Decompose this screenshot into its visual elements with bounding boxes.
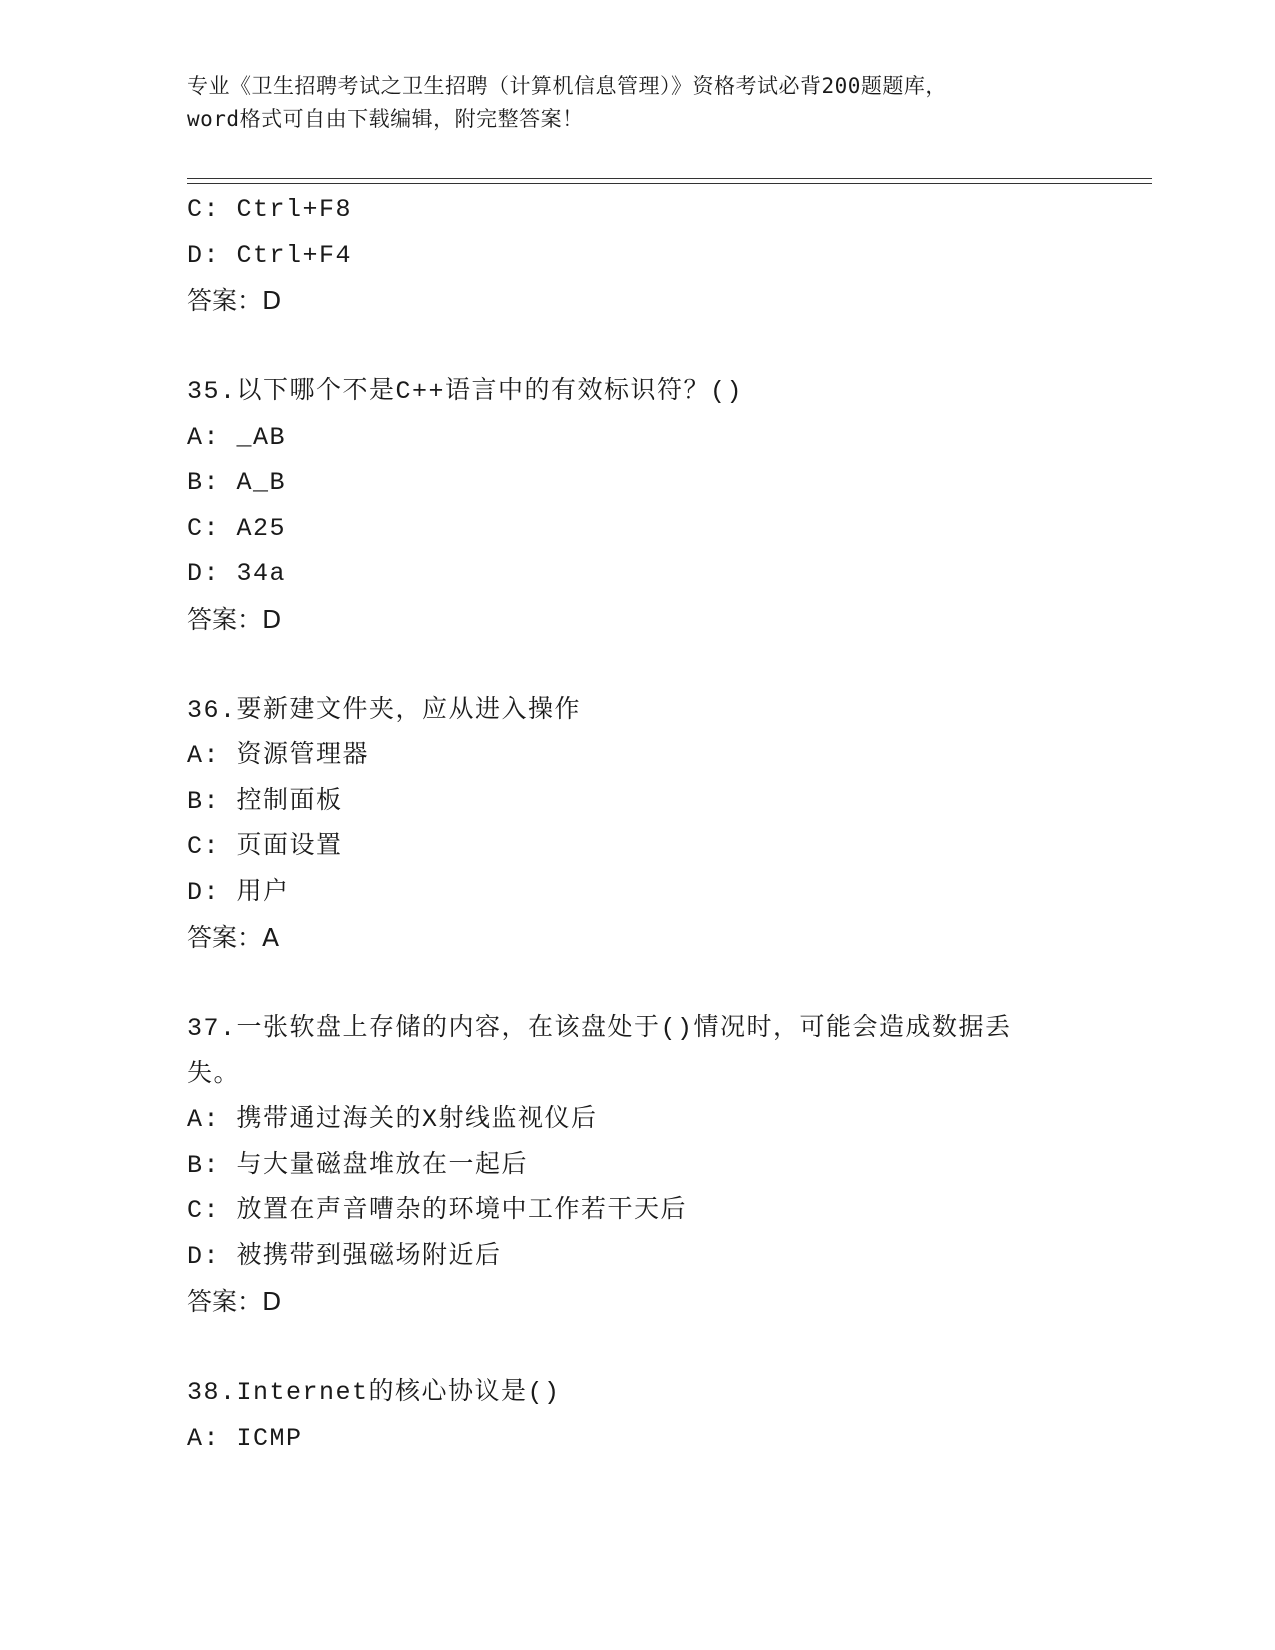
answer: 答案：D [187,604,282,634]
answer: 答案：A [187,923,280,952]
question-37 [187,1006,1087,1325]
header-line-1: 专业《卫生招聘考试之卫生招聘（计算机信息管理）》资格考试必背200题题库， [187,74,947,98]
option-c: C: Ctrl+F8 [187,195,353,224]
option-b: B: A_B [187,468,287,497]
question-list [187,187,1087,1461]
option-c: C: 放置在声音嘈杂的环境中工作若干天后 [187,1196,688,1225]
question-38 [187,1370,1087,1461]
answer: 答案：D [187,286,282,315]
question-36 [187,688,1087,961]
question-35 [187,369,1087,642]
option-d: D: 被携带到强磁场附近后 [187,1241,502,1271]
question-text: 36.要新建文件夹，应从进入操作 [187,695,582,725]
question-34-tail [187,187,1087,324]
option-b: B: 控制面板 [187,786,343,816]
question-text-line-1: 37.一张软盘上存储的内容，在该盘处于()情况时，可能会造成数据丢 [187,1014,1012,1043]
header-line-2: word格式可自由下载编辑，附完整答案！ [187,107,584,131]
question-text: 35.以下哪个不是C++语言中的有效标识符？() [187,377,744,406]
option-c: C: 页面设置 [187,832,343,861]
question-text: 38.Internet的核心协议是() [187,1378,561,1407]
spacer [187,1325,1087,1371]
header-rule-top [187,178,1152,179]
option-a: A: ICMP [187,1423,303,1453]
option-d: D: 用户 [187,877,290,907]
document-header [187,70,1087,136]
option-b: B: 与大量磁盘堆放在一起后 [187,1150,529,1180]
option-a: A: 携带通过海关的X射线监视仪后 [187,1105,598,1134]
answer: 答案：D [187,1287,282,1316]
option-d: D: 34a [187,559,287,588]
spacer [187,642,1087,688]
question-text-line-2: 失。 [187,1059,241,1089]
option-a: A: 资源管理器 [187,741,370,770]
option-a: A: _AB [187,422,287,452]
option-c: C: A25 [187,513,287,543]
spacer [187,324,1087,370]
spacer [187,961,1087,1007]
header-rule-bottom [187,183,1152,184]
option-d: D: Ctrl+F4 [187,240,353,270]
